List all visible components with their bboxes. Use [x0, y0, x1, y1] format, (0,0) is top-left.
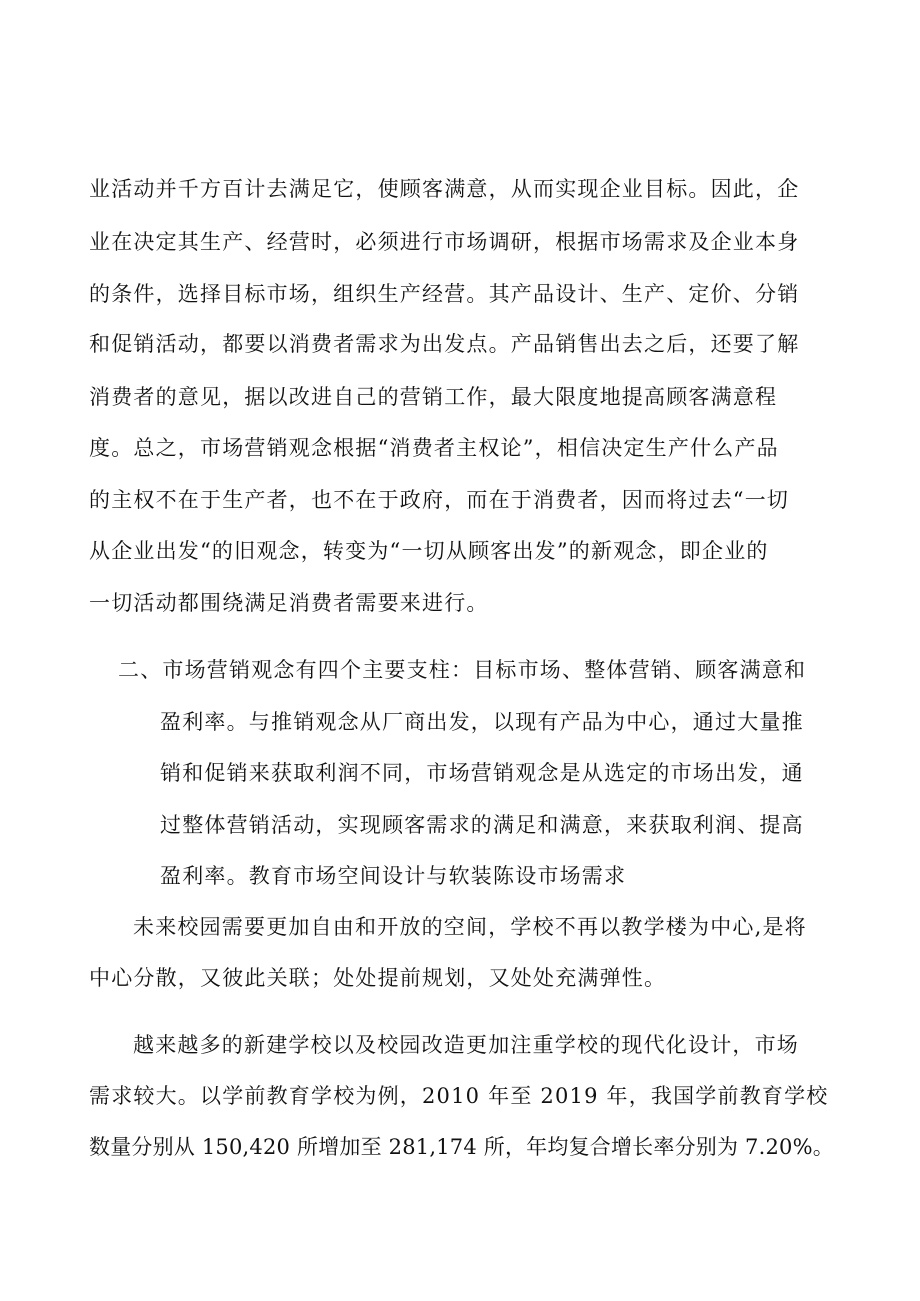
paragraph-1-line-8: 从企业出发“的旧观念，转变为“一切从顾客出发”的新观念，即企业的: [89, 539, 769, 563]
paragraph-3-line-1: 未来校园需要更加自由和开放的空间，学校不再以教学楼为中心,是将: [133, 915, 807, 939]
paragraph-1-line-4: 和促销活动，都要以消费者需求为出发点。产品销售出去之后，还要了解: [89, 332, 800, 356]
paragraph-2-line-2: 盈利率。与推销观念从厂商出发，以现有产品为中心，通过大量推: [160, 710, 804, 734]
paragraph-2-line-1: 二、市场营销观念有四个主要支柱：目标市场、整体营销、顾客满意和: [118, 658, 807, 682]
paragraph-1-line-3: 的条件，选择目标市场，组织生产经营。其产品设计、生产、定价、分销: [89, 282, 800, 306]
paragraph-4-line-1: 越来越多的新建学校以及校园改造更加注重学校的现代化设计，市场: [133, 1033, 799, 1057]
paragraph-1-line-5: 消费者的意见，据以改进自己的营销工作，最大限度地提高顾客满意程: [89, 385, 778, 409]
paragraph-1-line-2: 业在决定其生产、经营时，必须进行市场调研，根据市场需求及企业本身: [89, 230, 800, 254]
paragraph-2-line-3: 销和促销来获取利润不同，市场营销观念是从选定的市场出发，通: [160, 761, 804, 785]
paragraph-1-line-1: 业活动并千方百计去满足它，使顾客满意，从而实现企业目标。因此，企: [89, 177, 800, 201]
paragraph-2-line-5: 盈利率。教育市场空间设计与软装陈设市场需求: [160, 864, 627, 888]
paragraph-2-line-4: 过整体营销活动，实现顾客需求的满足和满意，来获取利润、提高: [160, 813, 804, 837]
paragraph-3-line-2: 中心分散，又彼此关联；处处提前规划，又处处充满弹性。: [89, 966, 667, 990]
paragraph-4-line-2: 需求较大。以学前教育学校为例，2010 年至 2019 年，我国学前教育学校: [89, 1084, 829, 1108]
paragraph-4-line-3: 数量分别从 150,420 所增加至 281,174 所，年均复合增长率分别为 7.20%。: [89, 1135, 834, 1159]
paragraph-1-line-9: 一切活动都围绕满足消费者需要来进行。: [89, 591, 489, 615]
paragraph-1-line-7: 的主权不在于生产者，也不在于政府，而在于消费者，因而将过去“一切: [89, 488, 790, 512]
paragraph-1-line-6: 度。总之，市场营销观念根据“消费者主权论”，相信决定生产什么产品: [89, 436, 779, 460]
